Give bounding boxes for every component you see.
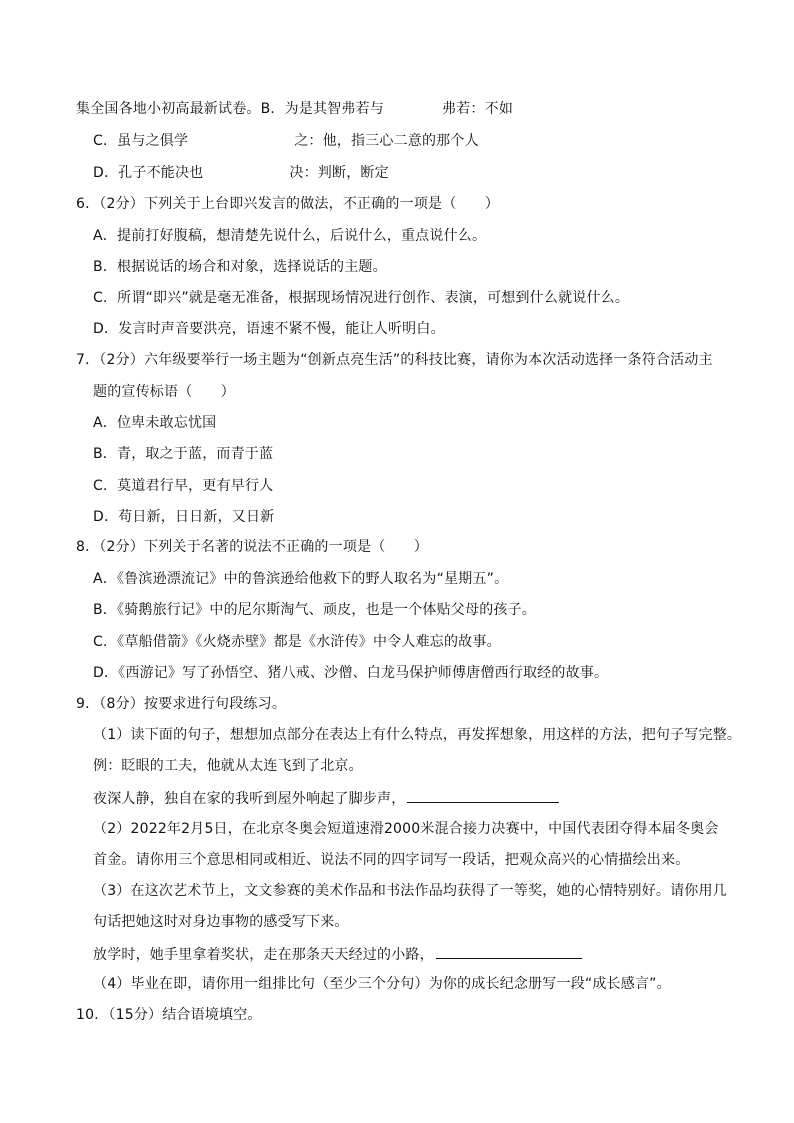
q5-option-b bbox=[76, 100, 513, 118]
q7-stem-line1: 7．（2分）六年级要举行一场主题为“创新点亮生活”的科技比赛，请你为本次活动选择一条符合活动主 bbox=[76, 352, 713, 368]
q8-option-b: B．《骑鹅旅行记》中的尼尔斯淘气、顽皮，也是一个体贴父母的孩子。 bbox=[93, 602, 537, 618]
q10-stem: 10．（15分）结合语境填空。 bbox=[76, 1007, 262, 1023]
q5-option-d-text: D．孔子不能决也 bbox=[93, 165, 204, 181]
q7-option-a: A．位卑未敢忘忧国 bbox=[93, 415, 217, 431]
q9-part1-example: 例：眨眼的工夫，他就从太连飞到了北京。 bbox=[93, 758, 363, 774]
q7-stem-line2: 题的宣传标语（ ） bbox=[93, 384, 235, 400]
q9-part2-line2: 首金。请你用三个意思相同或相近、说法不同的四字词写一段话，把观众高兴的心情描绘出来。 bbox=[93, 852, 690, 868]
q8-option-a: A．《鲁滨逊漂流记》中的鲁滨逊给他救下的野人取名为“星期五”。 bbox=[93, 571, 509, 587]
q9-part3-answer-blank[interactable] bbox=[436, 944, 582, 959]
q5-option-d-gloss: 决：判断，断定 bbox=[289, 165, 389, 181]
q9-part1: （1）读下面的句子，想想加点部分在表达上有什么特点，再发挥想象，用这样的方法，把句子写完整。 bbox=[93, 727, 742, 743]
q7-option-d: D．苟日新，日日新，又日新 bbox=[93, 509, 275, 525]
q9-part1-answer-blank[interactable] bbox=[407, 788, 559, 803]
q7-option-b: B．青，取之于蓝，而青于蓝 bbox=[93, 446, 274, 462]
q8-option-d: D．《西游记》写了孙悟空、猪八戒、沙僧、白龙马保护师傅唐僧西行取经的故事。 bbox=[93, 665, 609, 681]
q5-option-c-gloss: 之：他，指三心二意的那个人 bbox=[294, 133, 479, 149]
q6-option-b: B．根据说话的场合和对象，选择说话的主题。 bbox=[93, 259, 387, 275]
q6-option-c: C．所谓“即兴”就是毫无准备，根据现场情况进行创作、表演，可想到什么就说什么。 bbox=[93, 290, 630, 306]
q8-option-c: C．《草船借箭》《火烧赤壁》都是《水浒传》中令人难忘的故事。 bbox=[93, 634, 501, 650]
q9-part2-line1: （2）2022年2月5日，在北京冬奥会短道速滑2000米混合接力决赛中，中国代表团夺得本届冬奥会 bbox=[93, 821, 719, 837]
q8-stem: 8．（2分）下列关于名著的说法不正确的一项是（ ） bbox=[76, 539, 429, 555]
q9-part3-prompt-text: 放学时，她手里拿着奖状，走在那条天天经过的小路， bbox=[93, 947, 434, 963]
q5-option-d bbox=[93, 164, 389, 182]
q6-option-a: A．提前打好腹稿，想清楚先说什么，后说什么，重点说什么。 bbox=[93, 228, 487, 244]
q9-part3-prompt bbox=[93, 944, 582, 964]
q6-stem: 6．（2分）下列关于上台即兴发言的做法，不正确的一项是（ ） bbox=[76, 196, 500, 212]
q5-option-c bbox=[93, 132, 479, 150]
q9-part1-prompt bbox=[93, 788, 559, 808]
q9-part3-line1: （3）在这次艺术节上，文文参赛的美术作品和书法作品均获得了一等奖，她的心情特别好。请你用几 bbox=[93, 883, 727, 899]
q9-part3-line2: 句话把她这时对身边事物的感受写下来。 bbox=[93, 914, 349, 930]
q9-part1-prompt-text: 夜深人静，独自在家的我听到屋外响起了脚步声， bbox=[93, 791, 406, 807]
q9-part4: （4）毕业在即，请你用一组排比句（至少三个分句）为你的成长纪念册写一段“成长感言”。 bbox=[93, 976, 671, 992]
q9-stem: 9．（8分）按要求进行句段练习。 bbox=[76, 696, 287, 712]
q5-option-b-gloss: 弗若：不如 bbox=[442, 101, 514, 117]
q7-option-c: C．莫道君行早，更有早行人 bbox=[93, 478, 274, 494]
q5-option-b-text: 集全国各地小初高最新试卷。B．为是其智弗若与 bbox=[76, 101, 385, 117]
q6-option-d: D．发言时声音要洪亮，语速不紧不慢，能让人听明白。 bbox=[93, 321, 445, 337]
q5-option-c-text: C．虽与之俱学 bbox=[93, 133, 189, 149]
